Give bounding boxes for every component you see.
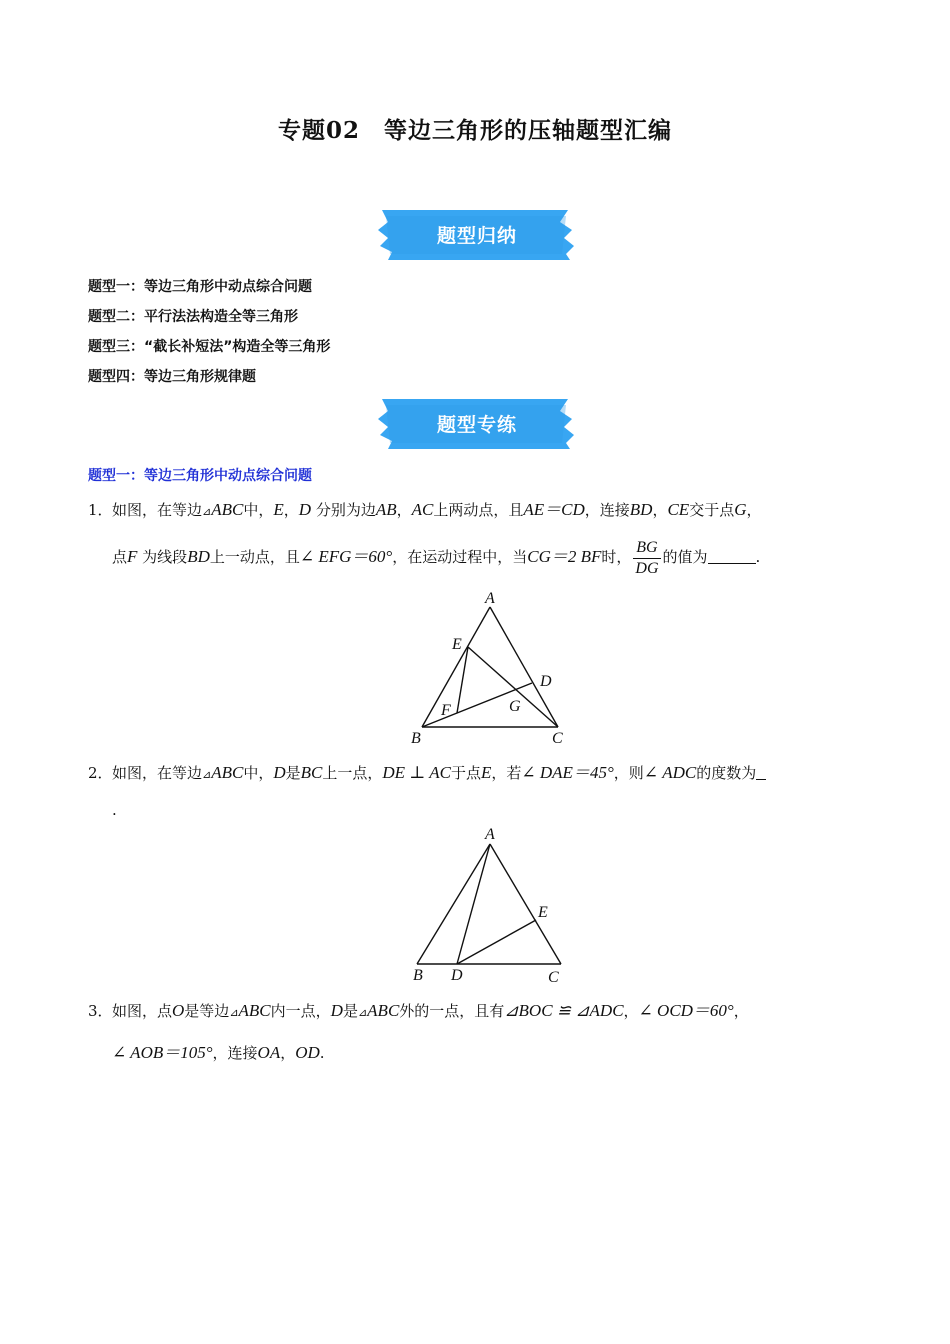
math: ∠ OCD＝60° [638, 1001, 734, 1020]
problem-1-line-2 [88, 532, 868, 582]
math: OA [257, 1043, 281, 1062]
segment-ab [422, 607, 490, 727]
math: E [481, 763, 492, 782]
problem-number: 2． [88, 764, 113, 782]
figure-2 [405, 822, 585, 991]
answer-blank[interactable] [756, 761, 766, 780]
problem-1-line-1 [88, 490, 868, 532]
text: 上一动点，且 [209, 548, 300, 566]
text: 如图，在等边 [112, 501, 203, 519]
text: 中， [243, 764, 274, 782]
text: ， [280, 1044, 296, 1062]
text: 中， [243, 501, 274, 519]
text: 上两动点，且 [433, 501, 524, 519]
math: O [172, 1001, 185, 1020]
text: ， [733, 1002, 749, 1020]
text: 的度数为 [696, 764, 757, 782]
label-a: A [485, 826, 495, 843]
math: BC [300, 763, 323, 782]
math: ABC [211, 500, 244, 519]
toc-item-4: 题型四：等边三角形规律题 [88, 369, 256, 385]
text: 时， [601, 548, 632, 566]
math: AB [375, 500, 397, 519]
toc-item-3: 题型三：“截长补短法”构造全等三角形 [88, 339, 331, 355]
math: E [273, 500, 284, 519]
text: . [319, 1044, 325, 1062]
problem-3-line-1 [88, 991, 868, 1033]
problem-2-line-1 [88, 753, 868, 795]
text: ， [396, 501, 412, 519]
problem-2-line-2 [88, 795, 868, 825]
section-heading-1: 题型一：等边三角形中动点综合问题 [88, 468, 312, 484]
label-b: B [413, 967, 423, 984]
answer-blank[interactable] [708, 545, 756, 564]
problem-3-line-2 [88, 1033, 868, 1073]
problem-2 [88, 753, 868, 825]
text: 如图，在等边 [112, 764, 203, 782]
math: ABC [238, 1001, 271, 1020]
text: 是 [342, 1002, 358, 1020]
problem-1 [88, 490, 868, 582]
math: F [127, 547, 138, 566]
math: AE＝CD [523, 500, 585, 519]
triangle-symbol: ⊿ [229, 1006, 239, 1019]
math: ∠ ADC [643, 763, 697, 782]
text: 点 [112, 548, 128, 566]
figure-1 [405, 585, 585, 754]
math: ∠ AOB＝105° [112, 1043, 213, 1062]
text: 上一点， [322, 764, 383, 782]
figure-1-svg [405, 585, 585, 750]
text: 分别为边 [311, 501, 376, 519]
text: . [112, 801, 117, 819]
label-g: G [509, 698, 521, 715]
toc-list [88, 272, 330, 392]
segment-ac [490, 844, 561, 964]
triangle-symbol: ⊿ [202, 505, 212, 518]
math: D [273, 763, 286, 782]
text: 为线段 [137, 548, 188, 566]
text: ， [283, 501, 299, 519]
banner-summary [378, 208, 576, 262]
banner-summary-label: 题型归纳 [436, 225, 517, 247]
banner-practice [378, 397, 576, 451]
math: D [330, 1001, 343, 1020]
fraction-denominator: DG [635, 559, 659, 577]
math: CE [667, 500, 690, 519]
text: 的值为 [662, 548, 708, 566]
label-c: C [552, 730, 563, 747]
label-c: C [548, 969, 559, 986]
segment-de [457, 920, 536, 964]
math: OD [295, 1043, 320, 1062]
math: ABC [367, 1001, 400, 1020]
label-b: B [411, 730, 421, 747]
banner-practice-label: 题型专练 [436, 414, 517, 436]
text: 交于点 [689, 501, 735, 519]
triangle-symbol: ⊿ [357, 1006, 368, 1019]
label-f: F [441, 702, 451, 719]
label-e: E [538, 904, 548, 921]
label-d: D [540, 673, 552, 690]
text: 内一点， [270, 1002, 331, 1020]
problem-3 [88, 991, 868, 1073]
text: 是等边 [184, 1002, 230, 1020]
page-title: 专题02 等边三角形的压轴题型汇编 [277, 117, 672, 144]
math: AC [411, 500, 434, 519]
triangle-symbol: ⊿ [202, 768, 212, 781]
figure-2-svg [405, 822, 585, 987]
problem-number: 3． [88, 1002, 113, 1020]
segment-ab [417, 844, 490, 964]
math: BD [187, 547, 210, 566]
math: ∠ EFG＝60° [299, 547, 393, 566]
text: 于点 [450, 764, 481, 782]
text: ，若 [491, 764, 522, 782]
math: D [298, 500, 312, 519]
text: 是 [285, 764, 301, 782]
toc-item-2: 题型二：平行法法构造全等三角形 [88, 309, 298, 325]
text: ， [623, 1002, 639, 1020]
text: ，连接 [212, 1044, 258, 1062]
text: ，连接 [584, 501, 630, 519]
text: ， [746, 501, 762, 519]
toc-item-1: 题型一：等边三角形中动点综合问题 [88, 279, 312, 295]
segment-ac [490, 607, 558, 727]
problem-number: 1． [88, 501, 113, 519]
math: ABC [211, 763, 244, 782]
math: G [734, 500, 747, 519]
label-d: D [451, 967, 463, 984]
text: ，则 [613, 764, 644, 782]
label-e: E [452, 636, 462, 653]
segment-ad [457, 844, 490, 964]
text: 如图，点 [112, 1002, 173, 1020]
text: 外的一点，且有 [399, 1002, 505, 1020]
text: ， [652, 501, 668, 519]
text: ，在运动过程中，当 [392, 548, 528, 566]
text: . [755, 548, 761, 566]
fraction-numerator: BG [633, 538, 660, 559]
math: BD [629, 500, 653, 519]
fraction-bg-dg [633, 538, 660, 579]
label-a: A [485, 590, 495, 607]
math: ∠ DAE＝45° [521, 763, 614, 782]
math: DE ⊥ AC [382, 763, 451, 782]
math: CG＝2 BF [527, 547, 602, 566]
math: ⊿BOC ≌ ⊿ADC [504, 1001, 624, 1020]
